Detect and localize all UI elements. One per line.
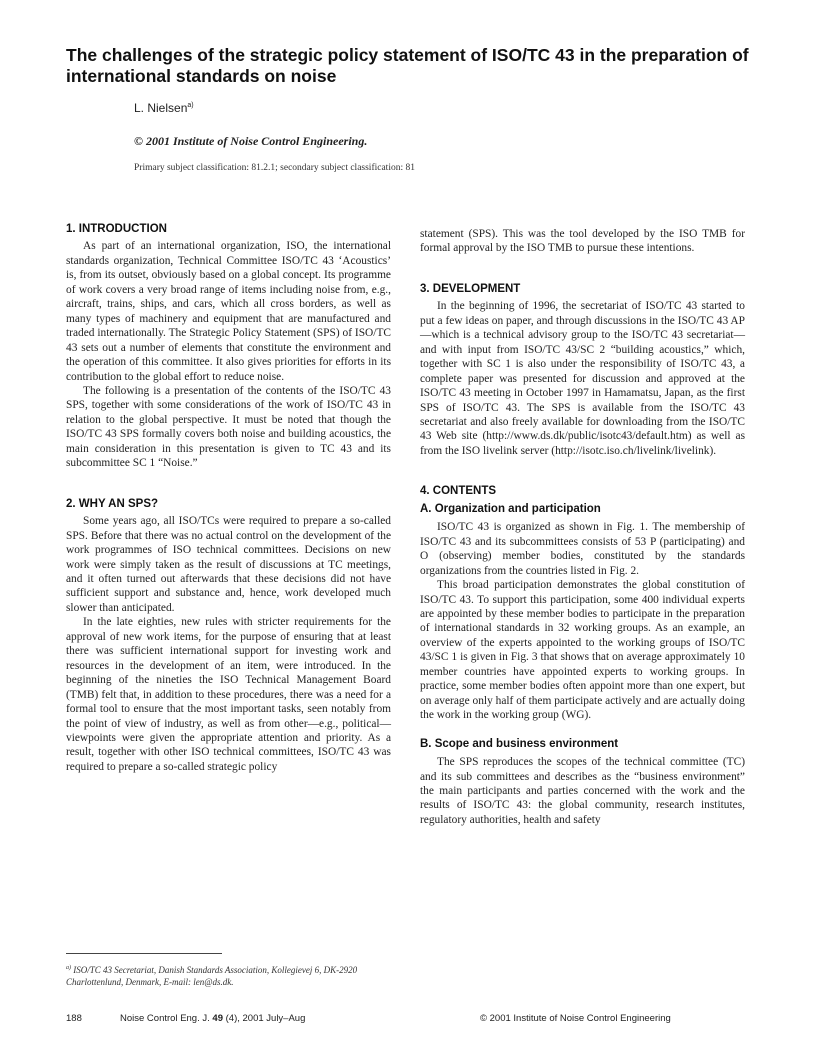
contents-a-paragraph-2: This broad participation demonstrates the global constitution of ISO/TC 43. To support this participation, some 400 individual experts are appointed by these member bodies to participate in the preparation of international standards in 32 working groups. As an example, an overview of the experts appointed to the working groups of ISO/TC 43/SC 1 is given in Fig. 3 that shows that on average approximately 10 member countries have appointed experts to working groups. In practice, some member bodies often appoint more than one expert, but on average only half of them participate actively and are actually doing the work in the working group (WG). bbox=[420, 579, 745, 722]
footer-copyright: © 2001 Institute of Noise Control Engineering bbox=[480, 1013, 671, 1024]
section-heading-development: 3. DEVELOPMENT bbox=[420, 282, 521, 295]
article-title: The challenges of the strategic policy statement of ISO/TC 43 in the preparation of international standards on noise bbox=[66, 45, 749, 86]
why-paragraph-1: Some years ago, all ISO/TCs were required to prepare a so-called SPS. Before that there was no actual control on the development of the work programmes of ISO technical committees. Decisions on new work were simply taken as the result of discussions at TC meetings, and it often turned out afterwards that these decisions did not have sufficient support and substance and, hence, work developed much slower than anticipated. bbox=[66, 515, 391, 614]
section-heading-why-an-sps: 2. WHY AN SPS? bbox=[66, 497, 159, 510]
author-line bbox=[134, 101, 194, 115]
left-column bbox=[66, 222, 391, 774]
footer-journal-info bbox=[66, 1013, 305, 1024]
copyright-line: © 2001 Institute of Noise Control Engineering. bbox=[134, 134, 368, 148]
subject-classification: Primary subject classification: 81.2.1; secondary subject classification: 81 bbox=[134, 163, 415, 173]
subsection-heading-scope: B. Scope and business environment bbox=[420, 737, 619, 750]
section-heading-introduction: 1. INTRODUCTION bbox=[66, 223, 167, 235]
journal-name: Noise Control Eng. J. bbox=[120, 1013, 210, 1024]
why-paragraph-2: In the late eighties, new rules with stricter requirements for the approval of new work items, for the purpose of ensuring that at least there was sufficient international support for investing work and resources in the development of an item, were introduced. In the beginning of the nineties the ISO Technical Management Board (TMB) felt that, in addition to these procedures, there was a need for a formal tool to ensure that the most important tasks, seen notably from the point of view of industry, as well as from other—e.g., political—viewpoints were given the appropriate attention and priority. As a result, together with other ISO technical committees, ISO/TC 43 was required to prepare a so-called strategic policy bbox=[66, 616, 391, 773]
right-column bbox=[420, 227, 745, 827]
author-affiliation-mark: a) bbox=[187, 102, 194, 109]
contents-a-paragraph-1: ISO/TC 43 is organized as shown in Fig. 1. The membership of ISO/TC 43 and its subcommittees consists of 53 P (participating) and O (observing) member bodies, constituted by the standards organizations from the countries listed in Fig. 2. bbox=[420, 521, 745, 577]
section-heading-contents: 4. CONTENTS bbox=[420, 485, 497, 498]
why-paragraph-continued: statement (SPS). This was the tool developed by the ISO TMB for formal approval by the ISO TMB to pursue these intentions. bbox=[420, 228, 745, 255]
intro-paragraph-2: The following is a presentation of the contents of the ISO/TC 43 SPS, together with some considerations of the work of ISO/TC 43 in relation to the global perspective. It must be noted that though the ISO/TC 43 SPS formally covers both noise and building acoustics, the main consideration in this presentation is given to TC 43 and its subcommittee SC 1 “Noise.” bbox=[66, 384, 391, 470]
contents-b-paragraph-1: The SPS reproduces the scopes of the technical committee (TC) and its sub committees and describes as the “business environment” the main participants and parties concerned with the work and the results of ISO/TC 43: the global community, research institutes, regulatory authorities, health and safety bbox=[420, 756, 745, 826]
footnote-mark: a) bbox=[66, 965, 71, 971]
journal-volume: 49 bbox=[212, 1013, 223, 1024]
author-name: L. Nielsen bbox=[134, 101, 188, 115]
footnote-divider bbox=[66, 953, 222, 954]
footnote-text: ISO/TC 43 Secretariat, Danish Standards Association, Kollegievej 6, DK-2920 Charlottenlund, Denmark, E-mail: len@ds.dk. bbox=[66, 965, 358, 987]
intro-paragraph-1: As part of an international organization, ISO, the international standards organization, Technical Committee ISO/TC 43 ‘Acoustics’ is, from its outset, obviously based on a global concept. Its programme of work covers a very broad range of items including noise from, e.g., aircraft, trains, ships, and cars, which all cross borders, as well as many types of machinery and equipment that are manufactured and traded internationally. The Strategic Policy Statement (SPS) of ISO/TC 43 sets out a number of elements that constitute the environment and the operation of this committee. It also gives priorities for efforts in its contribution to the global effort to reduce noise. bbox=[66, 240, 391, 383]
journal-issue: (4), 2001 July–Aug bbox=[222, 1013, 306, 1024]
footnote bbox=[66, 962, 396, 988]
development-paragraph-1: In the beginning of 1996, the secretariat of ISO/TC 43 started to put a few ideas on paper, and through discussions in the ISO/TC 43 AP—which is a technical advisory group to the ISO/TC 43 secretariat—and with input from ISO/TC 43/SC 2 “building acoustics,” which, together with SC 1 is also under the responsibility of ISO/TC 43, a complete paper was presented for discussion and approved at the ISO/TC 43 meeting in October 1997 in Hamamatsu, Japan, as the first SPS of ISO/TC 43. The SPS is available from the ISO/TC 43 secretariat and also freely available for downloading from the ISO/TC 43 Web site (http://www.ds.dk/public/isotc43/default.htm) as well as from the ISO livelink server (http://isotc.iso.ch/livelink/livelink). bbox=[420, 300, 745, 457]
subsection-heading-organization: A. Organization and participation bbox=[420, 502, 601, 515]
page-number: 188 bbox=[66, 1013, 82, 1024]
